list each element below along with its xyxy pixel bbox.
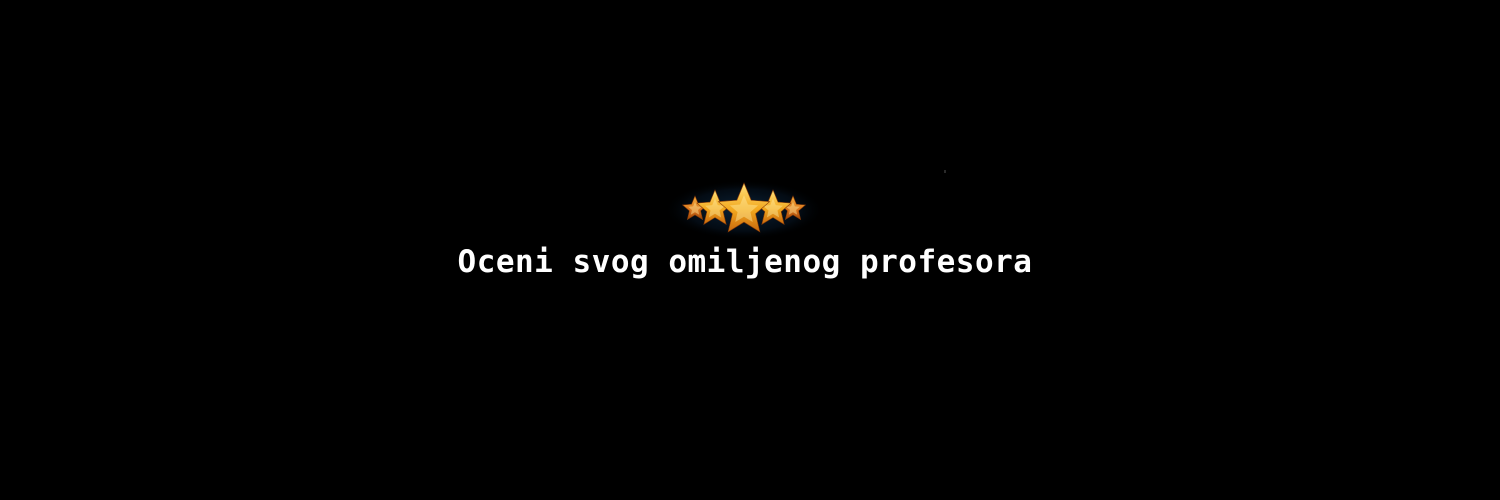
tagline: Oceni svog omiljenog profesora [457,244,1033,280]
background-speck [944,170,946,173]
five-stars-icon [662,176,826,240]
stars-svg [662,176,826,240]
